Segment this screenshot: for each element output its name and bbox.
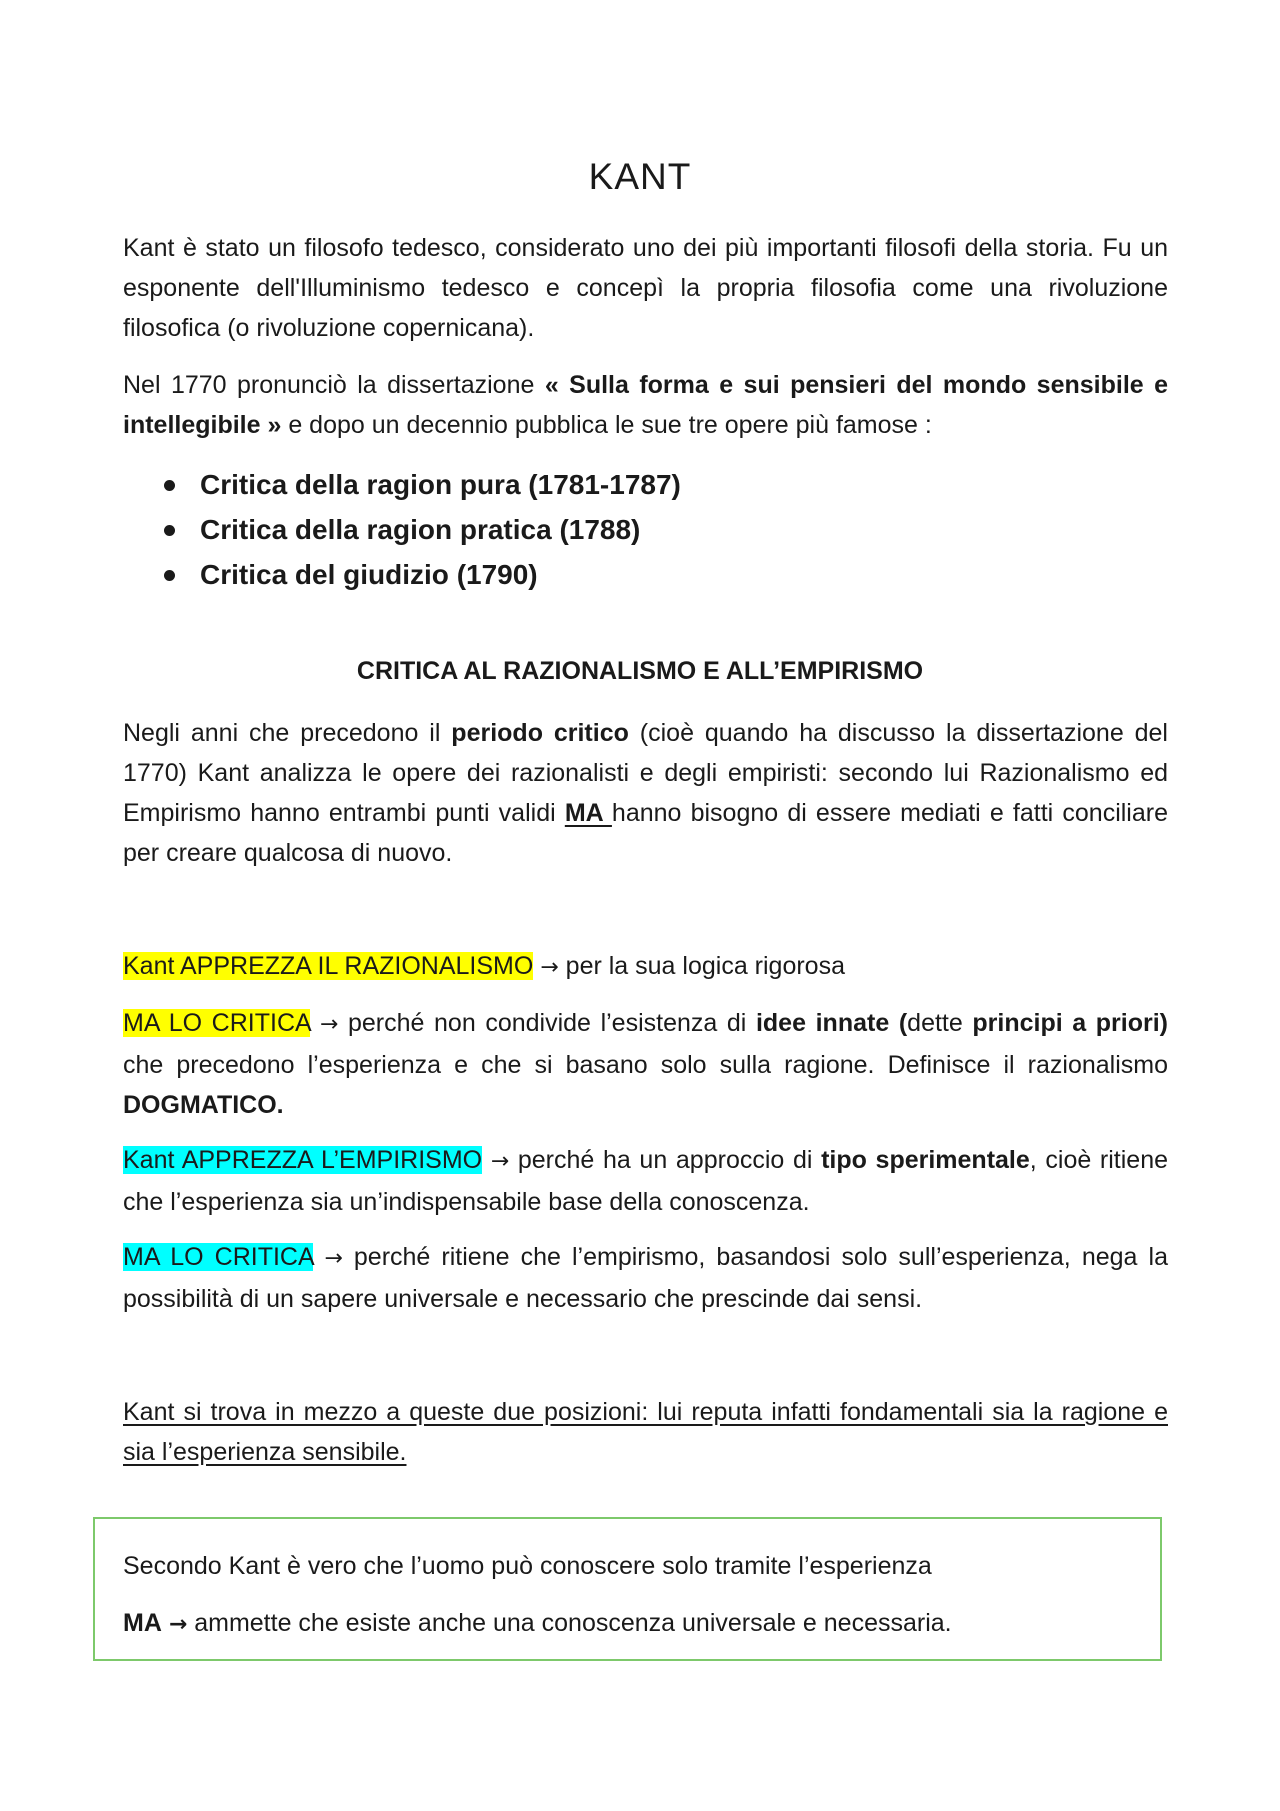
rationalism-critique: [123, 1003, 1168, 1125]
dissertation-title: « Sulla forma e sui pensieri del mondo sensibile e intellegibile »: [123, 371, 1168, 439]
text-span: (: [889, 1009, 908, 1037]
works-list: [160, 462, 681, 597]
text-span: perché non condivide l’esistenza di: [338, 1009, 756, 1037]
dissertation-text-before: Nel 1770 pronunciò la dissertazione: [123, 371, 545, 399]
dissertation-paragraph: [123, 365, 1168, 445]
text-span: che precedono l’esperienza e che si basano solo sulla ragione. Definisce il razionalismo: [123, 1051, 1168, 1079]
empiricism-critique: [123, 1237, 1168, 1319]
text-span: perché ritiene che l’empirismo, basandosi solo sull’esperienza, nega la possibilità di un sapere universale e necessario che prescinde dai sensi.: [123, 1243, 1168, 1313]
bold-term: idee innate: [755, 1009, 890, 1037]
text-span: (cioè quando ha discusso la dissertazione del 1770) Kant analizza le opere dei razionalisti e degli empiristi: secondo lui Razionalismo ed Empirismo hanno entrambi punti validi: [123, 719, 1168, 827]
list-item: Critica del giudizio (1790): [160, 552, 681, 597]
text-span: , cioè ritiene che l’esperienza sia un’indispensabile base della conoscenza.: [123, 1146, 1169, 1216]
underlined-ma: MA: [564, 799, 612, 827]
critical-period-paragraph: [123, 713, 1168, 873]
conclusion-paragraph: Kant si trova in mezzo a queste due posizioni: lui reputa infatti fondamentali sia la ragione e sia l’esperienza sensibile.: [123, 1398, 1168, 1466]
text-span: perché ha un approccio di: [509, 1146, 822, 1174]
highlight-critic-label: MA LO CRITICA: [123, 1009, 311, 1037]
summary-line-2: [123, 1603, 952, 1645]
bold-term: principi a priori): [972, 1009, 1169, 1037]
bold-term: DOGMATICO.: [123, 1091, 284, 1119]
arrow-icon: →: [490, 1149, 510, 1174]
highlight-rationalism-label: Kant APPREZZA IL RAZIONALISMO: [123, 952, 534, 980]
highlight-empiricism-label: Kant APPREZZA L’EMPIRISMO: [123, 1146, 483, 1174]
highlight-critic-label: MA LO CRITICA: [123, 1243, 314, 1271]
arrow-icon: →: [319, 1012, 339, 1037]
dissertation-text-after: e dopo un decennio pubblica le sue tre opere più famose :: [281, 411, 932, 439]
text-span: hanno bisogno di essere mediati e fatti conciliare per creare qualcosa di nuovo.: [123, 799, 1168, 867]
summary-box: [93, 1517, 1162, 1661]
arrow-icon: →: [324, 1246, 343, 1271]
summary-line-1: Secondo Kant è vero che l’uomo può conoscere solo tramite l’esperienza: [123, 1552, 932, 1580]
text-span: per la sua logica rigorosa: [558, 952, 845, 980]
text-span: ammette che esiste anche una conoscenza universale e necessaria.: [187, 1609, 952, 1637]
bold-term: periodo critico: [451, 719, 629, 747]
bold-term: tipo sperimentale: [821, 1146, 1030, 1174]
empiricism-appreciation: [123, 1140, 1168, 1222]
arrow-icon: →: [540, 955, 559, 980]
intro-paragraph: Kant è stato un filosofo tedesco, considerato uno dei più importanti filosofi della storia. Fu un esponente dell'Illuminismo tedesco e concepì la propria filosofia come una rivoluzione filosofica (o rivoluzione copernicana).: [123, 234, 1168, 342]
text-span: Negli anni che precedono il: [123, 719, 452, 747]
text-span: dette: [907, 1009, 973, 1037]
arrow-icon: →: [168, 1612, 188, 1637]
section-heading: CRITICA AL RAZIONALISMO E ALL’EMPIRISMO: [356, 657, 924, 685]
list-item: Critica della ragion pura (1781-1787): [160, 462, 681, 507]
bold-ma: MA: [123, 1609, 162, 1637]
list-item: Critica della ragion pratica (1788): [160, 507, 681, 552]
rationalism-appreciation: [123, 946, 1168, 988]
page-title: KANT: [588, 156, 692, 197]
